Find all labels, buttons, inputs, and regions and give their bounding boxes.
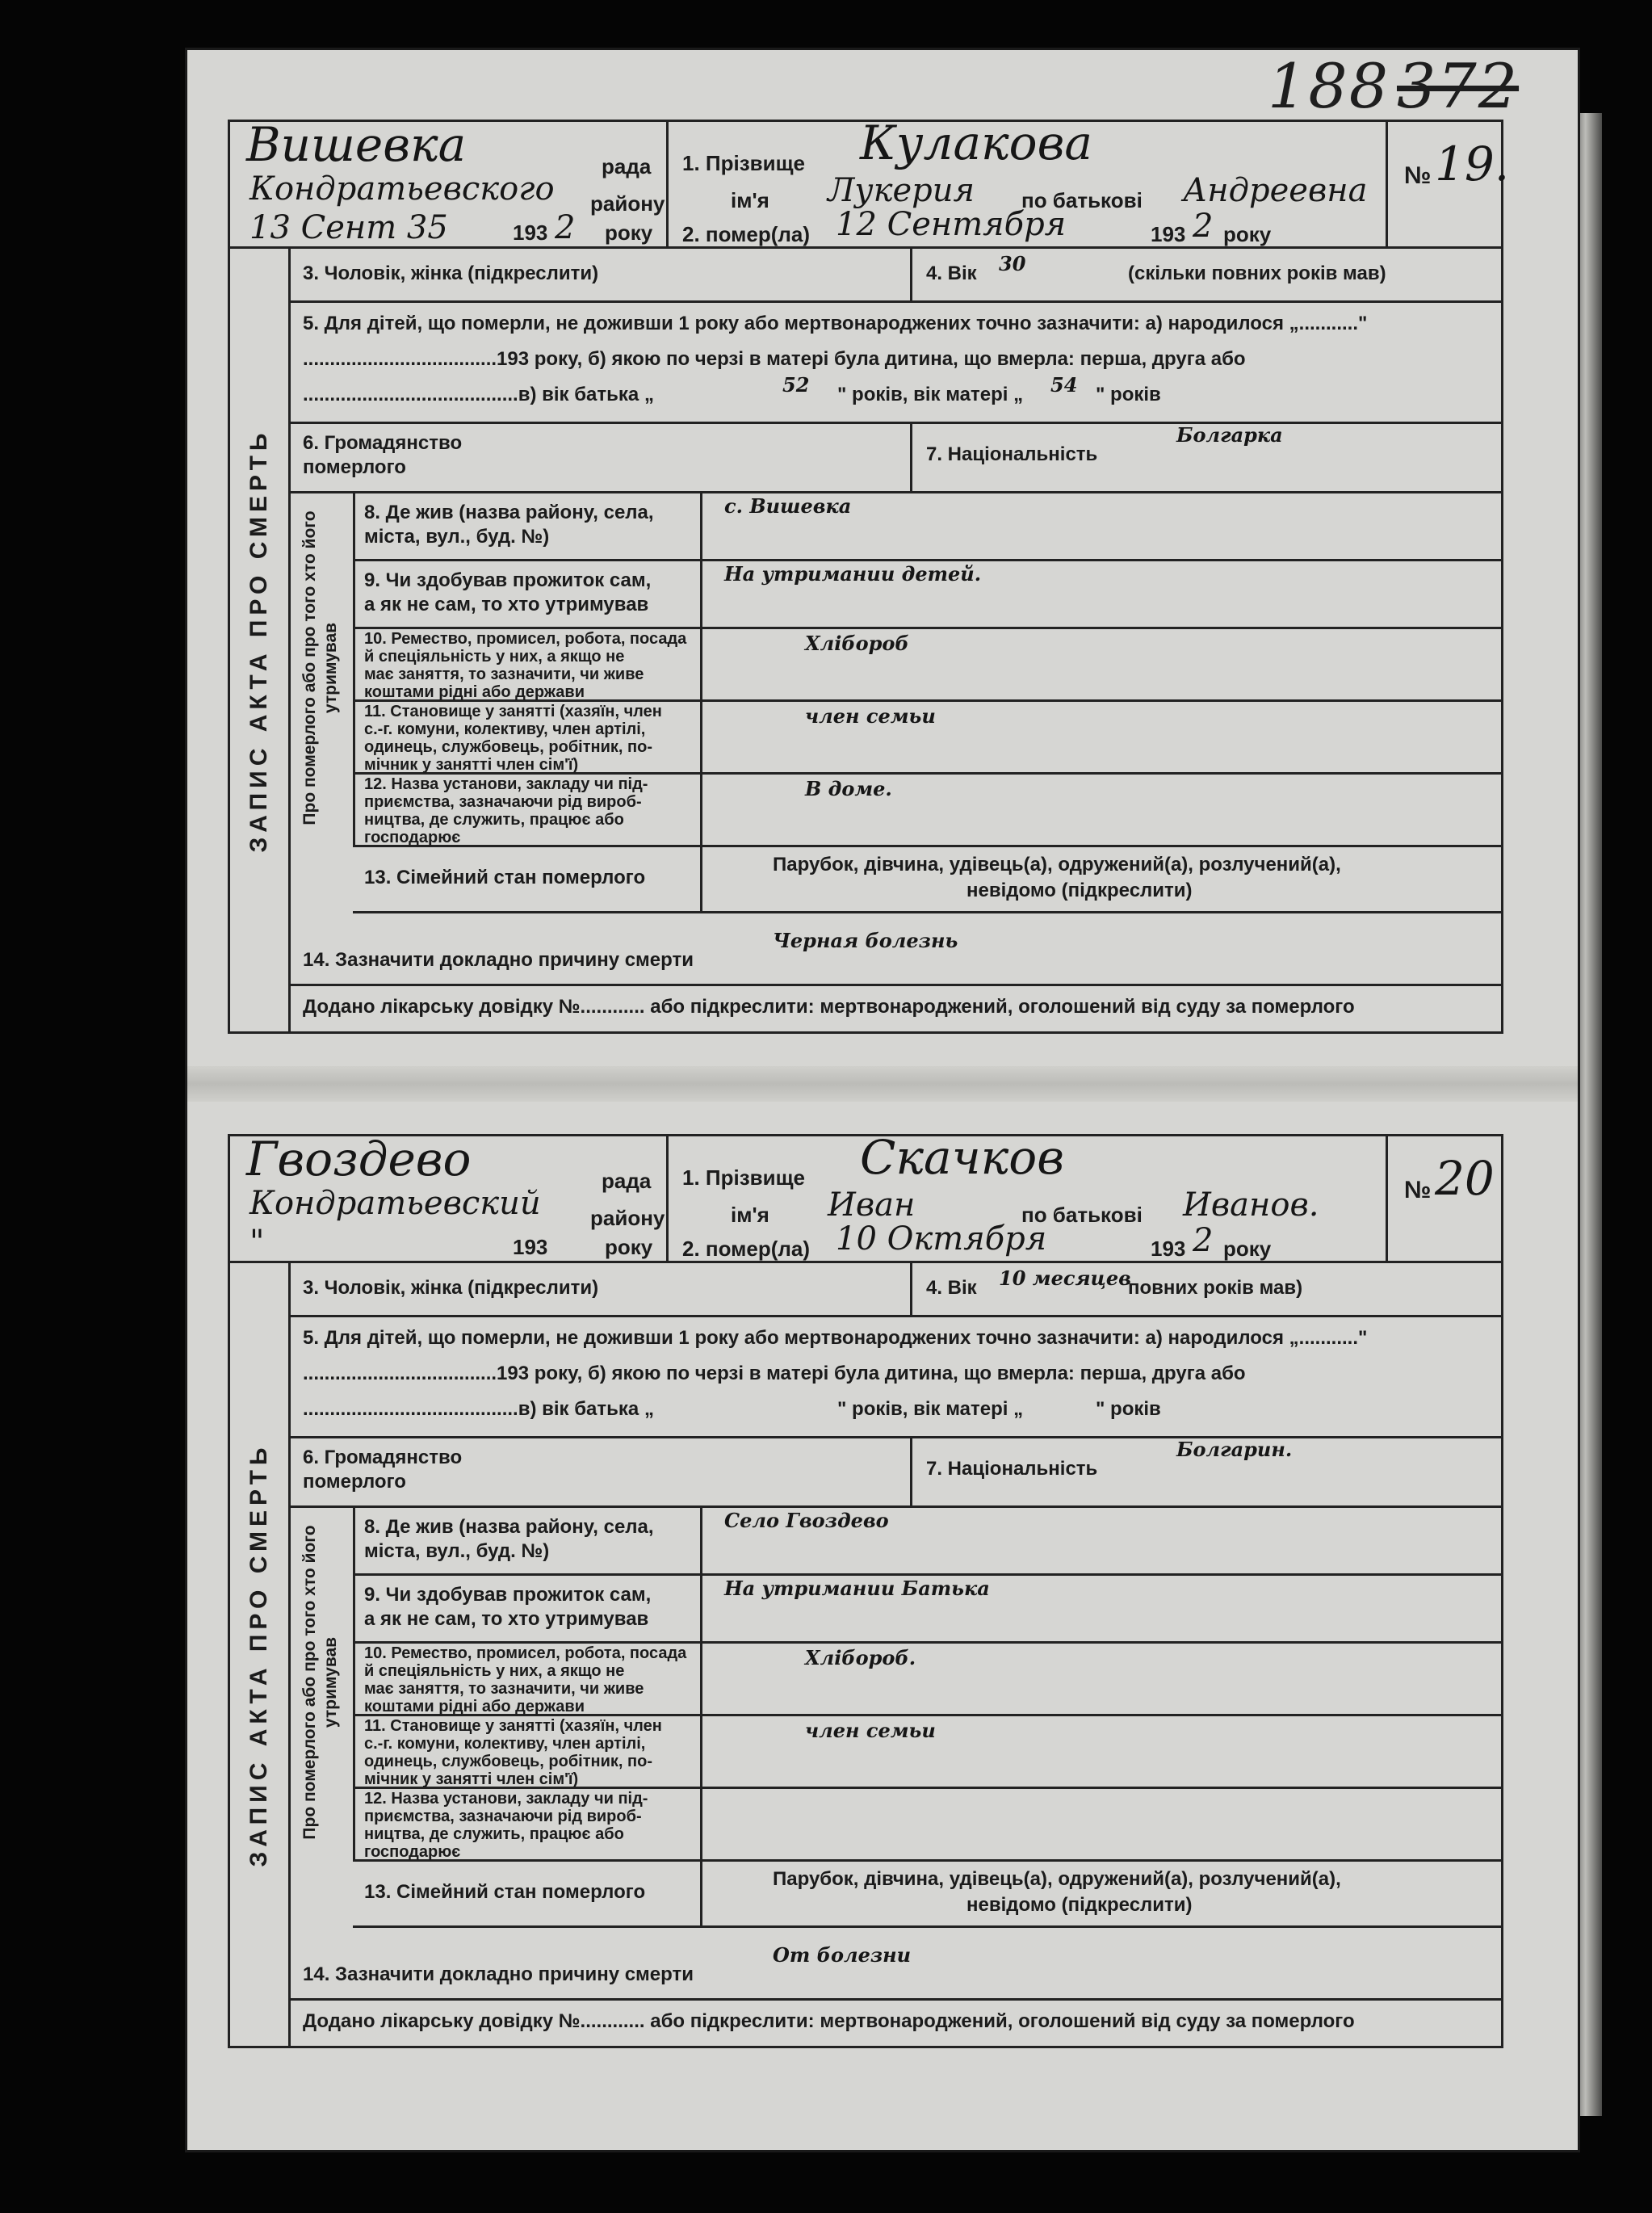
row-sex-age xyxy=(288,1263,1501,1317)
age-suffix: (скільки повних років мав) xyxy=(1128,262,1386,284)
infant-end: " років xyxy=(1096,384,1161,405)
number-value: 20 xyxy=(1435,1151,1495,1206)
number-label: № xyxy=(1404,1177,1432,1203)
age-label: 4. Вік xyxy=(926,1277,977,1299)
infant-line-2: ....................................193 року, б) якою по черзі в матері була дитина, що вмерла: перша, друга або xyxy=(303,1363,1246,1384)
name-value: Лукерия xyxy=(828,172,975,209)
sex-label: 3. Чоловік, жінка (підкреслити) xyxy=(303,262,599,284)
died-year-value: 2 xyxy=(1193,208,1214,245)
number-label: № xyxy=(1404,162,1432,189)
divider xyxy=(700,627,702,699)
died-year-prefix: 193 xyxy=(1151,1237,1186,1261)
residence-label: 8. Де жив (назва району, села, міста, вул., буд. №) xyxy=(364,1516,654,1562)
infant-line-3: ........................................в) вік батька „ xyxy=(303,1398,654,1420)
infant-line-2: ....................................193 року, б) якою по черзі в матері була дитина, що вмерла: перша, друга або xyxy=(303,348,1246,370)
employment-status-value: член семьи xyxy=(805,1719,936,1742)
about-deceased-column xyxy=(288,491,355,845)
rada-label: рада xyxy=(602,154,652,178)
row-cause-of-death xyxy=(288,911,1501,986)
number-value: 19. xyxy=(1435,136,1510,191)
old-page-number: 188 xyxy=(1268,50,1390,122)
rayon-value: Кондратьевского xyxy=(249,170,555,208)
side-title-column xyxy=(230,249,291,1031)
row-employment-status xyxy=(353,1714,1501,1789)
year-prefix: 193 xyxy=(513,1235,548,1259)
died-year-prefix: 193 xyxy=(1151,222,1186,246)
row-footer xyxy=(288,984,1501,1031)
rada-value: Вишевка xyxy=(246,117,467,172)
died-value: 12 Сентября xyxy=(836,206,1067,243)
divider xyxy=(700,559,702,627)
infant-mid: " років, вік матері „ xyxy=(837,1398,1024,1420)
record-date-value: 13 Сент 35 xyxy=(249,209,448,246)
citizenship-label: 6. Громадянство померлого xyxy=(303,1447,463,1493)
about-deceased-label: Про померлого або про того хто його утримував xyxy=(300,1525,340,1840)
divider xyxy=(700,699,702,772)
row-footer xyxy=(288,1998,1501,2045)
rayon-value: Кондратьевский xyxy=(249,1185,541,1222)
divider xyxy=(700,1859,702,1925)
mother-age-value: 54 xyxy=(1050,373,1078,397)
about-deceased-label: Про померлого або про того хто його утримував xyxy=(300,510,340,825)
record-header xyxy=(228,1130,1503,1263)
died-year-label: року xyxy=(1223,1237,1272,1261)
row-citizenship xyxy=(288,422,1501,493)
marital-options-1: Парубок, дівчина, удівець(а), одружений(а), розлучений(а), xyxy=(773,1868,1341,1890)
year-prefix: 193 xyxy=(513,220,548,245)
support-value: На утримании детей. xyxy=(724,562,982,586)
residence-value: Село Гвоздево xyxy=(724,1509,889,1532)
row-sex-age xyxy=(288,249,1501,303)
patronymic-label: по батькові xyxy=(1021,188,1143,212)
year-label: року xyxy=(605,1235,653,1259)
header-left xyxy=(230,117,669,246)
death-record-1 xyxy=(228,115,1510,1034)
divider xyxy=(700,1787,702,1859)
row-residence xyxy=(353,491,1501,561)
died-year-value: 2 xyxy=(1193,1222,1214,1259)
employment-status-label: 11. Становище у занятті (хазяїн, член с.-г. комуни, колективу, член артілі, одинець, службовець, робітник, по- мічник у занятті член сім'ї) xyxy=(364,703,662,774)
death-record-2 xyxy=(228,1130,1503,2048)
row-support xyxy=(353,559,1501,629)
name-label: ім'я xyxy=(731,188,769,212)
cause-of-death-label: 14. Зазначити докладно причину смерти xyxy=(303,949,694,971)
divider xyxy=(910,1436,912,1505)
infant-line-3: ........................................в) вік батька „ xyxy=(303,384,654,405)
occupation-value: Хлібороб. xyxy=(805,1646,916,1669)
page-edge xyxy=(1574,113,1602,2116)
rada-label: рада xyxy=(602,1169,652,1193)
record-number-box xyxy=(1386,1136,1501,1261)
marital-options-2: невідомо (підкреслити) xyxy=(966,880,1193,901)
nationality-value: Болгарка xyxy=(1176,423,1283,447)
row-support xyxy=(353,1573,1501,1644)
side-title: ЗАПИС АКТА ПРО СМЕРТЬ xyxy=(245,428,272,852)
divider xyxy=(700,1505,702,1573)
patronymic-label: по батькові xyxy=(1021,1203,1143,1227)
side-title-column xyxy=(230,1263,291,2046)
divider xyxy=(700,772,702,845)
footer-text: Додано лікарську довідку №............ або підкреслити: мертвонароджений, оголошений від суду за померлого xyxy=(303,996,1355,1018)
rada-value: Гвоздево xyxy=(246,1132,472,1186)
surname-value: Скачков xyxy=(860,1130,1064,1185)
marital-options-2: невідомо (підкреслити) xyxy=(966,1894,1193,1916)
footer-text: Додано лікарську довідку №............ або підкреслити: мертвонароджений, оголошений від суду за померлого xyxy=(303,2010,1355,2032)
surname-label: 1. Прізвище xyxy=(682,1165,805,1190)
name-value: Иван xyxy=(828,1186,916,1224)
infant-line-1: 5. Для дітей, що померли, не доживши 1 року або мертвонароджених точно зазначити: а) народилося „..........." xyxy=(303,1327,1368,1349)
died-year-label: року xyxy=(1223,222,1272,246)
record-body xyxy=(228,1263,1503,2048)
divider xyxy=(700,1573,702,1641)
sex-label: 3. Чоловік, жінка (підкреслити) xyxy=(303,1277,599,1299)
marital-options-1: Парубок, дівчина, удівець(а), одружений(а), розлучений(а), xyxy=(773,854,1341,876)
year-label: року xyxy=(605,220,653,245)
residence-label: 8. Де жив (назва району, села, міста, вул., буд. №) xyxy=(364,502,654,548)
patronymic-value: Андреевна xyxy=(1183,172,1368,209)
citizenship-label: 6. Громадянство померлого xyxy=(303,432,463,478)
row-workplace xyxy=(353,1787,1501,1862)
workplace-label: 12. Назва установи, закладу чи під- приємства, зазначаючи рід вироб- ництва, де служить, працює або господарює xyxy=(364,1790,648,1861)
died-label: 2. помер(ла) xyxy=(682,222,811,246)
occupation-label: 10. Ремество, промисел, робота, посада й спеціяльність у них, а якщо не має заняття, то зазначити, чи живе коштами рідні або держави xyxy=(364,1644,687,1715)
divider xyxy=(700,845,702,911)
surname-label: 1. Прізвище xyxy=(682,151,805,175)
workplace-label: 12. Назва установи, закладу чи під- приємства, зазначаючи рід вироб- ництва, де служить, працює або господарює xyxy=(364,775,648,846)
divider xyxy=(700,1641,702,1714)
occupation-label: 10. Ремество, промисел, робота, посада й спеціяльність у них, а якщо не має заняття, то зазначити, чи живе коштами рідні або держави xyxy=(364,630,687,701)
new-page-number: 372 xyxy=(1397,50,1520,122)
infant-end: " років xyxy=(1096,1398,1161,1420)
record-date-value: " xyxy=(249,1224,265,1261)
divider xyxy=(910,1263,912,1315)
record-number-box xyxy=(1386,122,1510,246)
marital-status-label: 13. Сімейний стан померлого xyxy=(364,1881,646,1903)
divider xyxy=(700,491,702,559)
cause-of-death-label: 14. Зазначити докладно причину смерти xyxy=(303,1963,694,1985)
died-value: 10 Октября xyxy=(836,1220,1047,1258)
row-marital-status xyxy=(353,1859,1501,1928)
support-value: На утримании Батька xyxy=(724,1577,990,1600)
rayon-label: району xyxy=(590,191,665,216)
nationality-label: 7. Національність xyxy=(926,1458,1098,1480)
age-suffix: повних років мав) xyxy=(1128,1277,1303,1299)
side-title: ЗАПИС АКТА ПРО СМЕРТЬ xyxy=(245,1442,272,1867)
support-label: 9. Чи здобував прожиток сам, а як не сам, то хто утримував xyxy=(364,569,652,615)
name-label: ім'я xyxy=(731,1203,769,1227)
cause-of-death-value: Черная болезнь xyxy=(773,929,958,952)
surname-value: Кулакова xyxy=(860,115,1092,170)
occupation-value: Хлібороб xyxy=(805,632,909,655)
age-label: 4. Вік xyxy=(926,262,977,284)
rayon-label: району xyxy=(590,1206,665,1230)
nationality-value: Болгарин. xyxy=(1176,1438,1293,1461)
residence-value: с. Вишевка xyxy=(724,494,852,518)
row-residence xyxy=(353,1505,1501,1576)
employment-status-label: 11. Становище у занятті (хазяїн, член с.-г. комуни, колективу, член артілі, одинець, службовець, робітник, по- мічник у занятті член сім'ї) xyxy=(364,1717,662,1788)
nationality-label: 7. Національність xyxy=(926,443,1098,465)
marital-status-label: 13. Сімейний стан померлого xyxy=(364,867,646,888)
row-marital-status xyxy=(353,845,1501,913)
workplace-value: В доме. xyxy=(805,777,892,800)
support-label: 9. Чи здобував прожиток сам, а як не сам, то хто утримував xyxy=(364,1584,652,1630)
page-fold xyxy=(187,1066,1578,1102)
infant-line-1: 5. Для дітей, що померли, не доживши 1 року або мертвонароджених точно зазначити: а) народилося „..........." xyxy=(303,313,1368,334)
year-value: 2 xyxy=(555,209,576,246)
row-infant-info xyxy=(288,300,1501,424)
header-left xyxy=(230,1132,669,1261)
died-label: 2. помер(ла) xyxy=(682,1237,811,1261)
age-value: 10 месяцев xyxy=(999,1266,1131,1290)
divider xyxy=(700,1714,702,1787)
divider xyxy=(910,249,912,300)
employment-status-value: член семьи xyxy=(805,704,936,728)
infant-mid: " років, вік матері „ xyxy=(837,384,1024,405)
row-employment-status xyxy=(353,699,1501,775)
about-deceased-column xyxy=(288,1505,355,1859)
record-header xyxy=(228,115,1510,249)
divider xyxy=(910,422,912,491)
record-body xyxy=(228,249,1503,1034)
row-cause-of-death xyxy=(288,1925,1501,2001)
row-workplace xyxy=(353,772,1501,847)
patronymic-value: Иванов. xyxy=(1183,1186,1319,1224)
row-citizenship xyxy=(288,1436,1501,1508)
cause-of-death-value: От болезни xyxy=(773,1943,912,1967)
row-occupation xyxy=(353,1641,1501,1716)
father-age-value: 52 xyxy=(782,373,810,397)
age-value: 30 xyxy=(999,252,1026,275)
row-occupation xyxy=(353,627,1501,702)
row-infant-info xyxy=(288,1315,1501,1438)
